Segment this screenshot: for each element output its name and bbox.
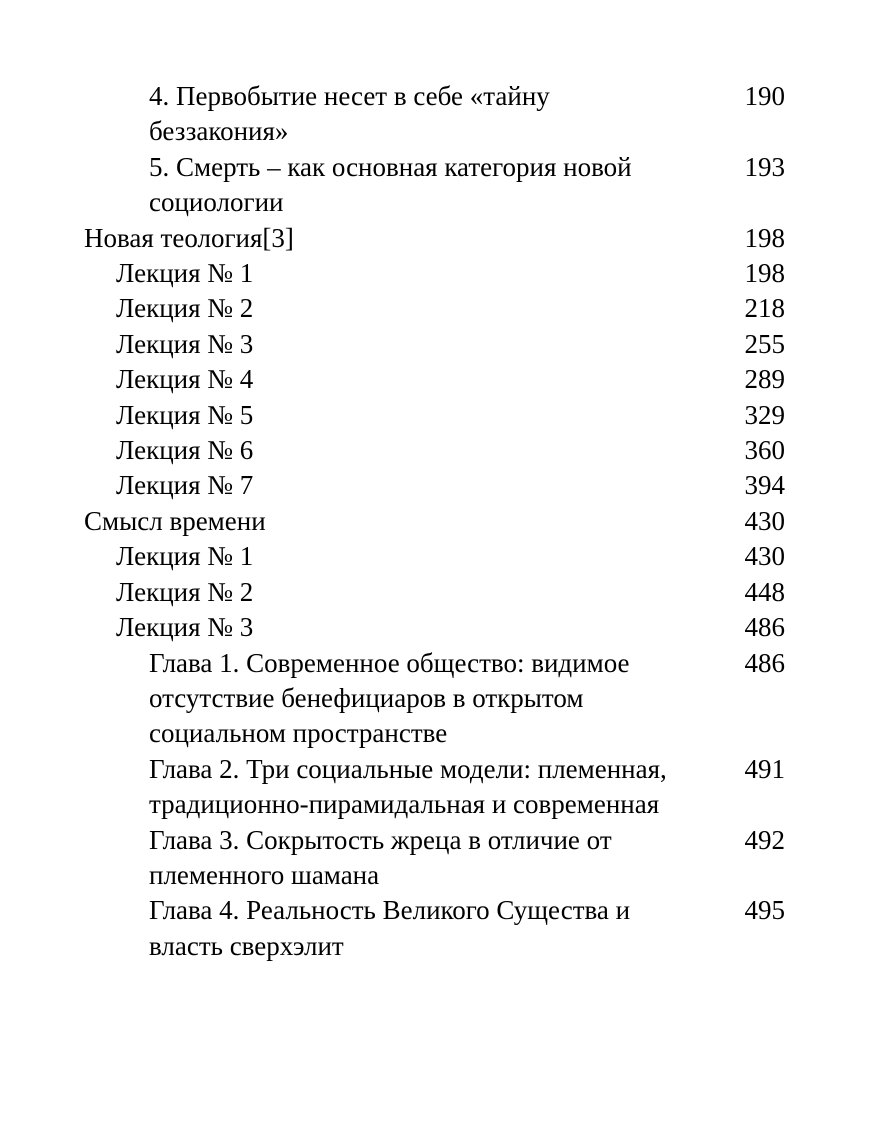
table-of-contents <box>0 79 869 964</box>
toc-entry-title: Глава 1. Современное общество: видимое отсутствие бенефициаров в открытом социальном пространстве <box>149 647 630 749</box>
toc-entry-page: 495 <box>744 895 785 926</box>
toc-entry-page: 448 <box>744 576 785 607</box>
toc-entry-page: 486 <box>744 612 785 643</box>
toc-entry[interactable] <box>0 575 869 610</box>
toc-entry[interactable] <box>0 256 869 291</box>
toc-entry-title: Лекция № 5 <box>116 399 254 430</box>
toc-entry-title: Глава 3. Сокрытость жреца в отличие от племенного шамана <box>149 824 612 890</box>
toc-entry-title: Лекция № 1 <box>116 541 254 572</box>
toc-entry-title: Смысл времени <box>84 505 266 536</box>
toc-entry-title: Глава 2. Три социальные модели: племенная, традиционно-пирамидальная и современная <box>149 753 667 820</box>
toc-entry-title: Лекция № 4 <box>116 364 254 395</box>
toc-entry[interactable] <box>0 79 869 150</box>
toc-entry[interactable] <box>0 504 869 539</box>
toc-entry[interactable] <box>0 327 869 362</box>
toc-entry-page: 193 <box>744 151 785 182</box>
toc-entry-page: 198 <box>744 258 785 289</box>
toc-entry-page: 360 <box>744 435 785 466</box>
toc-entry-page: 255 <box>744 328 785 359</box>
toc-entry-page: 430 <box>744 505 785 536</box>
toc-entry-title: Глава 4. Реальность Великого Существа и власть сверхэлит <box>149 895 631 961</box>
toc-entry[interactable] <box>0 433 869 468</box>
toc-entry[interactable] <box>0 398 869 433</box>
toc-entry-title: Лекция № 1 <box>116 258 254 289</box>
toc-entry-title: 5. Смерть – как основная категория новой социологии <box>149 151 632 218</box>
toc-entry-page: 430 <box>744 541 785 572</box>
toc-entry-page: 492 <box>744 824 785 855</box>
toc-entry-page: 329 <box>744 399 785 430</box>
toc-entry[interactable] <box>0 646 869 752</box>
toc-entry-page: 491 <box>744 753 785 784</box>
toc-entry[interactable] <box>0 893 869 964</box>
toc-entry-page: 394 <box>744 470 785 501</box>
toc-entry[interactable] <box>0 823 869 894</box>
toc-entry-title: Лекция № 2 <box>116 576 254 607</box>
toc-entry-title: 4. Первобытие несет в себе «тайну беззакония» <box>149 81 550 147</box>
toc-entry-title: Новая теология[3] <box>84 222 294 253</box>
toc-entry[interactable] <box>0 291 869 326</box>
toc-entry-page: 289 <box>744 364 785 395</box>
toc-entry[interactable] <box>0 221 869 256</box>
toc-entry-page: 198 <box>744 222 785 253</box>
toc-entry-page: 218 <box>744 293 785 324</box>
toc-entry-title: Лекция № 2 <box>116 293 254 324</box>
toc-entry-title: Лекция № 7 <box>116 470 254 501</box>
toc-entry-page: 190 <box>744 81 785 111</box>
toc-entry-title: Лекция № 6 <box>116 435 254 466</box>
toc-entry-page: 486 <box>744 647 785 678</box>
toc-entry-title: Лекция № 3 <box>116 328 254 359</box>
toc-entry[interactable] <box>0 610 869 645</box>
toc-entry[interactable] <box>0 539 869 574</box>
toc-entry[interactable] <box>0 362 869 397</box>
toc-entry-title: Лекция № 3 <box>116 612 254 643</box>
toc-entry[interactable] <box>0 752 869 823</box>
toc-entry[interactable] <box>0 150 869 221</box>
toc-entry[interactable] <box>0 468 869 503</box>
